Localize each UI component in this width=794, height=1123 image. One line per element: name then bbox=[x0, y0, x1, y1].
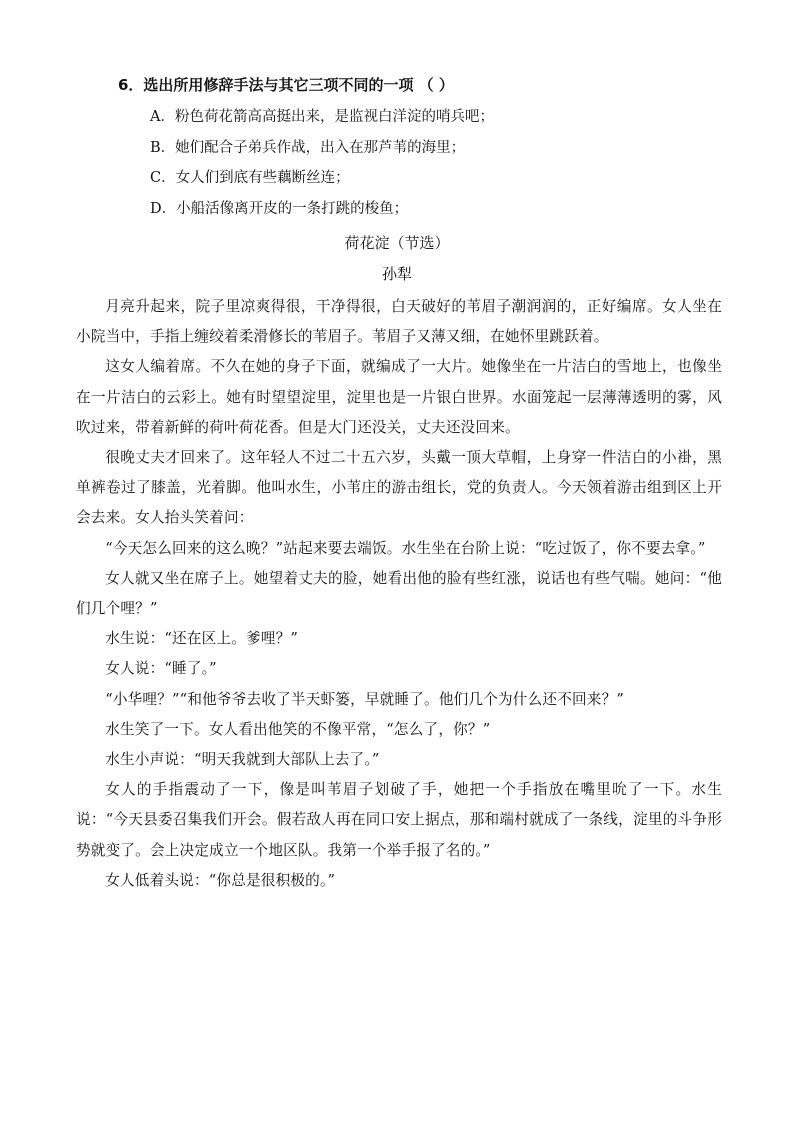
paragraph-9: 水生笑了一下。女人看出他笑的不像平常，“怎么了，你？” bbox=[105, 720, 491, 738]
paragraph-4: “今天怎么回来的这么晚？”站起来要去端饭。水生坐在台阶上说：“吃过饭了，你不要去拿。” bbox=[105, 539, 706, 557]
paragraph-10: 水生小声说：“明天我就到大部队上去了。” bbox=[105, 751, 380, 769]
question-6 bbox=[118, 72, 738, 224]
paragraph-11: 女人的手指震动了一下，像是叫苇眉子划破了手，她把一个手指放在嘴里吮了一下。水生说：“今天县委召集我们开会。假若敌人再在同口安上据点，那和端村就成了一条线，淀里的斗争形势就变了。会上决定成立一个地区队。我第一个举手报了名的。” bbox=[76, 781, 722, 859]
paragraph-6: 水生说：“还在区上。爹哩？” bbox=[105, 630, 299, 648]
paragraph-2: 这女人编着席。不久在她的身子下面，就编成了一大片。她像坐在一片洁白的雪地上，也像坐在一片洁白的云彩上。她有时望望淀里，淀里也是一片银白世界。水面笼起一层薄薄透明的雾，风吹过来，带着新鲜的荷叶荷花香。但是大门还没关，丈夫还没回来。 bbox=[76, 358, 722, 436]
paragraph-8: “小华哩？”“和他爷爷去收了半天虾篓，早就睡了。他们几个为什么还不回来？” bbox=[105, 690, 625, 708]
paragraph-7: 女人说：“睡了。” bbox=[105, 660, 217, 678]
paragraph-12: 女人低着头说：“你总是很积极的。” bbox=[105, 871, 336, 889]
paragraph-3: 很晚丈夫才回来了。这年轻人不过二十五六岁，头戴一顶大草帽，上身穿一件洁白的小褂，黑单裤卷过了膝盖，光着脚。他叫水生，小苇庄的游击组长，党的负责人。今天领着游击组到区上开会去来。女人抬头笑着问： bbox=[76, 449, 722, 527]
option-d: D．小船活像离开皮的一条打跳的梭鱼； bbox=[150, 200, 409, 217]
option-a: A．粉色荷花箭高高挺出来，是监视白洋淀的哨兵吧； bbox=[150, 109, 494, 125]
paragraph-1: 月亮升起来，院子里凉爽得很，干净得很，白天破好的苇眉子潮润润的，正好编席。女人坐在小院当中，手指上缠绞着柔滑修长的苇眉子。苇眉子又薄又细，在她怀里跳跃着。 bbox=[76, 298, 722, 346]
question-title: 6．选出所用修辞手法与其它三项不同的一项 （ ） bbox=[118, 76, 454, 94]
article-title: 荷花淀（节选） bbox=[344, 234, 450, 252]
option-b: B．她们配合子弟兵作战，出入在那芦苇的海里； bbox=[150, 139, 466, 156]
paragraph-5: 女人就又坐在席子上。她望着丈夫的脸，她看出他的脸有些红涨，说话也有些气喘。她问：“他们几个哩？” bbox=[76, 569, 722, 618]
article-body bbox=[76, 292, 722, 896]
article-author: 孙犁 bbox=[381, 265, 412, 283]
option-c: C．女人们到底有些藕断丝连； bbox=[150, 170, 350, 186]
